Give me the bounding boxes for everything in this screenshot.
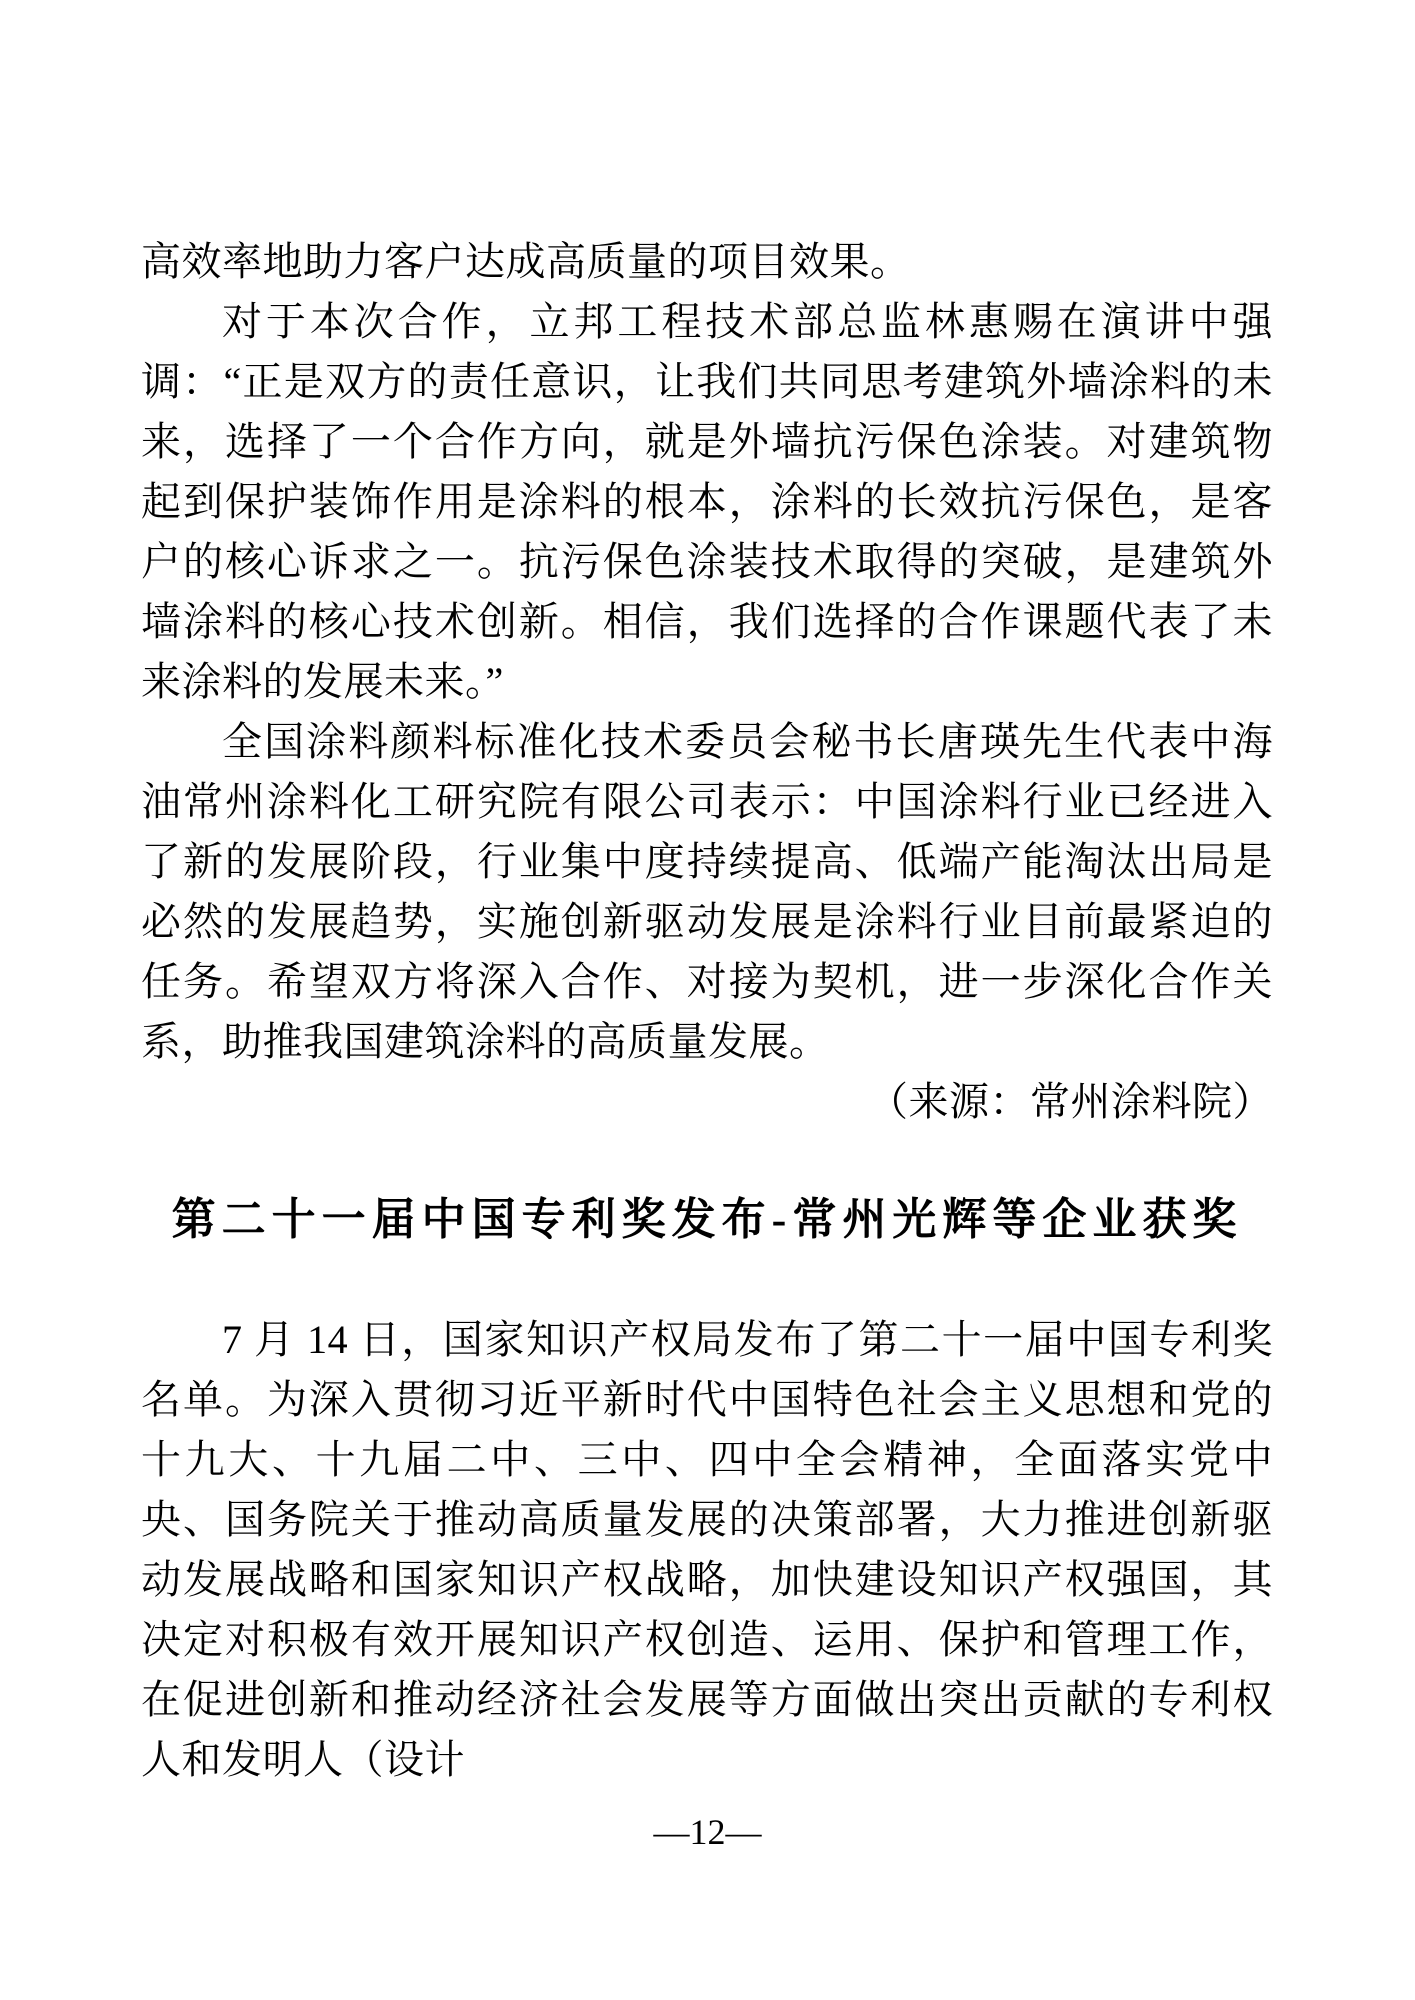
section-heading: 第二十一届中国专利奖发布-常州光辉等企业获奖 — [171, 1195, 1243, 1244]
source-attribution: （来源：常州涂料院） — [868, 1079, 1273, 1124]
page-number: —12— — [653, 1812, 762, 1852]
paragraph-nippon-quote: 对于本次合作，立邦工程技术部总监林惠赐在演讲中强调：“正是双方的责任意识，让我们共同思考建筑外墙涂料的未来，选择了一个合作方向，就是外墙抗污保色涂装。对建筑物起到保护装饰作用是涂料的根本，涂料的长效抗污保色，是客户的核心诉求之一。抗污保色涂装技术取得的突破，是建筑外墙涂料的核心技术创新。相信，我们选择的合作课题代表了未来涂料的发展未来。” — [141, 299, 1273, 704]
paragraph-tangying-statement: 全国涂料颜料标准化技术委员会秘书长唐瑛先生代表中海油常州涂料化工研究院有限公司表示：中国涂料行业已经进入了新的发展阶段，行业集中度持续提高、低端产能淘汰出局是必然的发展趋势，实施创新驱动发展是涂料行业目前最紧迫的任务。希望双方将深入合作、对接为契机，进一步深化合作关系，助推我国建筑涂料的高质量发展。 — [141, 719, 1273, 1064]
page-content — [141, 232, 1273, 1790]
paragraph-continuation: 高效率地助力客户达成高质量的项目效果。 — [141, 239, 911, 284]
paragraph-patent-award: 7 月 14 日，国家知识产权局发布了第二十一届中国专利奖名单。为深入贯彻习近平新时代中国特色社会主义思想和党的十九大、十九届二中、三中、四中全会精神，全面落实党中央、国务院关于推动高质量发展的决策部署，大力推进创新驱动发展战略和国家知识产权战略，加快建设知识产权强国，其决定对积极有效开展知识产权创造、运用、保护和管理工作，在促进创新和推动经济社会发展等方面做出突出贡献的专利权人和发明人（设计 — [141, 1317, 1273, 1782]
